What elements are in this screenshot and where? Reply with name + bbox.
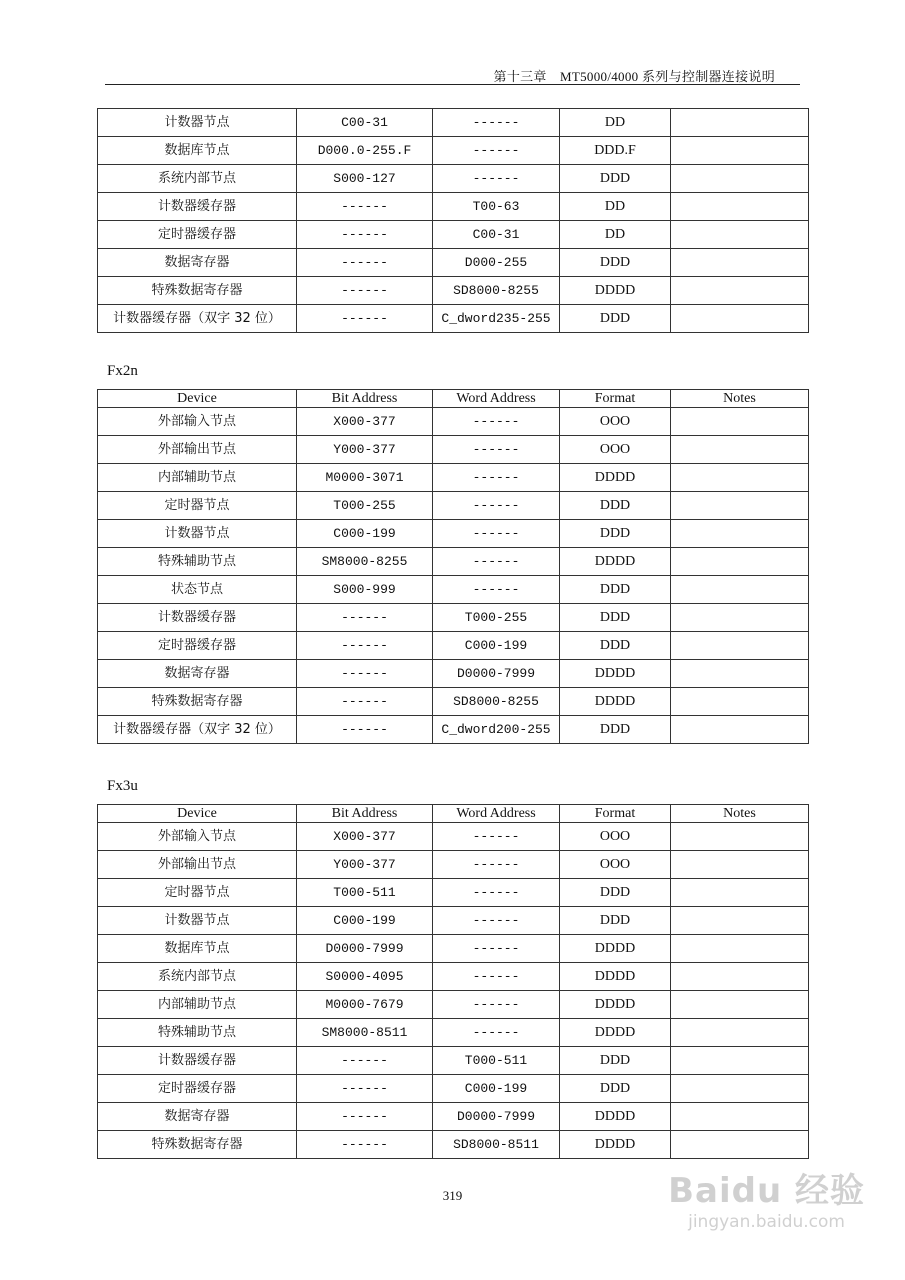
page-header-title: 第十三章 MT5000/4000 系列与控制器连接说明 (493, 69, 775, 84)
cell-bit-address: C000-199 (297, 520, 433, 548)
cell-bit-address: M0000-3071 (297, 464, 433, 492)
cell-format: OOO (560, 436, 671, 464)
cell-notes (671, 632, 809, 660)
cell-notes (671, 548, 809, 576)
cell-device: 数据库节点 (98, 137, 297, 165)
cell-format: DD (560, 109, 671, 137)
cell-bit-address: C00-31 (297, 109, 433, 137)
table-row (98, 137, 809, 165)
cell-bit-address: M0000-7679 (297, 991, 433, 1019)
cell-word-address: ------ (433, 1019, 560, 1047)
cell-bit-address: X000-377 (297, 408, 433, 436)
table-row (98, 305, 809, 333)
cell-word-address: T000-511 (433, 1047, 560, 1075)
cell-bit-address: T000-255 (297, 492, 433, 520)
cell-device: 计数器节点 (98, 907, 297, 935)
cell-format: DD (560, 221, 671, 249)
cell-bit-address: D0000-7999 (297, 935, 433, 963)
table-row (98, 408, 809, 436)
table-row (98, 492, 809, 520)
cell-device: 外部输出节点 (98, 436, 297, 464)
cell-word-address: ------ (433, 520, 560, 548)
cell-format: DDDD (560, 991, 671, 1019)
cell-notes (671, 193, 809, 221)
cell-format: DDD.F (560, 137, 671, 165)
table-row (98, 193, 809, 221)
header-device: Device (98, 805, 297, 823)
table-row (98, 548, 809, 576)
cell-bit-address: ------ (297, 632, 433, 660)
cell-bit-address: C000-199 (297, 907, 433, 935)
cell-notes (671, 935, 809, 963)
cell-bit-address: ------ (297, 193, 433, 221)
cell-device: 计数器缓存器 (98, 1047, 297, 1075)
cell-device: 定时器节点 (98, 879, 297, 907)
cell-device: 特殊数据寄存器 (98, 277, 297, 305)
cell-bit-address: S000-127 (297, 165, 433, 193)
cell-notes (671, 520, 809, 548)
cell-bit-address: ------ (297, 1103, 433, 1131)
cell-word-address: D0000-7999 (433, 1103, 560, 1131)
cell-word-address: T00-63 (433, 193, 560, 221)
device-table-fx2n (97, 389, 809, 744)
cell-device: 状态节点 (98, 576, 297, 604)
cell-word-address: SD8000-8255 (433, 277, 560, 305)
cell-notes (671, 688, 809, 716)
cell-format: DDD (560, 249, 671, 277)
cell-bit-address: S0000-4095 (297, 963, 433, 991)
cell-notes (671, 991, 809, 1019)
cell-device: 特殊数据寄存器 (98, 688, 297, 716)
header-notes: Notes (671, 390, 809, 408)
cell-notes (671, 137, 809, 165)
table-row (98, 165, 809, 193)
cell-device: 定时器缓存器 (98, 1075, 297, 1103)
cell-format: DDDD (560, 464, 671, 492)
cell-format: DDD (560, 907, 671, 935)
cell-word-address: SD8000-8511 (433, 1131, 560, 1159)
cell-notes (671, 1075, 809, 1103)
baidu-watermark (668, 1163, 865, 1232)
cell-bit-address: X000-377 (297, 823, 433, 851)
cell-device: 外部输入节点 (98, 823, 297, 851)
cell-bit-address: ------ (297, 716, 433, 744)
cell-device: 计数器缓存器（双字 32 位） (98, 716, 297, 744)
cell-format: DDD (560, 604, 671, 632)
cell-bit-address: Y000-377 (297, 436, 433, 464)
watermark-url: jingyan.baidu.com (688, 1212, 845, 1232)
table-row (98, 660, 809, 688)
cell-device: 外部输出节点 (98, 851, 297, 879)
cell-word-address: C_dword235-255 (433, 305, 560, 333)
cell-bit-address: ------ (297, 1047, 433, 1075)
cell-word-address: ------ (433, 991, 560, 1019)
table-row (98, 249, 809, 277)
cell-notes (671, 221, 809, 249)
cell-notes (671, 165, 809, 193)
table-row (98, 1103, 809, 1131)
table-row (98, 109, 809, 137)
cell-format: DDDD (560, 1019, 671, 1047)
table-row (98, 907, 809, 935)
section-label-fx2n: Fx2n (107, 363, 138, 379)
cell-word-address: ------ (433, 963, 560, 991)
cell-word-address: ------ (433, 408, 560, 436)
header-rule (105, 84, 800, 85)
table-row (98, 1047, 809, 1075)
cell-word-address: ------ (433, 548, 560, 576)
cell-word-address: ------ (433, 879, 560, 907)
table-row (98, 576, 809, 604)
cell-device: 外部输入节点 (98, 408, 297, 436)
cell-word-address: ------ (433, 464, 560, 492)
cell-device: 计数器缓存器（双字 32 位） (98, 305, 297, 333)
device-table-fx3u (97, 804, 809, 1159)
cell-notes (671, 823, 809, 851)
section-label-fx3u: Fx3u (107, 778, 138, 794)
cell-bit-address: ------ (297, 1075, 433, 1103)
cell-word-address: C_dword200-255 (433, 716, 560, 744)
table-row (98, 277, 809, 305)
table-row (98, 221, 809, 249)
table-row (98, 1019, 809, 1047)
cell-word-address: ------ (433, 576, 560, 604)
cell-device: 内部辅助节点 (98, 991, 297, 1019)
table-row (98, 823, 809, 851)
cell-bit-address: T000-511 (297, 879, 433, 907)
cell-device: 系统内部节点 (98, 963, 297, 991)
header-word-address: Word Address (433, 390, 560, 408)
cell-format: DDDD (560, 1131, 671, 1159)
cell-word-address: ------ (433, 851, 560, 879)
cell-bit-address: ------ (297, 604, 433, 632)
cell-notes (671, 604, 809, 632)
cell-bit-address: SM8000-8255 (297, 548, 433, 576)
header-device: Device (98, 390, 297, 408)
header-format: Format (560, 390, 671, 408)
cell-word-address: D000-255 (433, 249, 560, 277)
cell-device: 系统内部节点 (98, 165, 297, 193)
cell-format: DD (560, 193, 671, 221)
table-row (98, 1131, 809, 1159)
cell-format: OOO (560, 851, 671, 879)
cell-notes (671, 851, 809, 879)
table-row (98, 688, 809, 716)
cell-notes (671, 660, 809, 688)
cell-device: 计数器节点 (98, 520, 297, 548)
header-bit-address: Bit Address (297, 390, 433, 408)
cell-format: DDD (560, 576, 671, 604)
cell-notes (671, 1131, 809, 1159)
table-row (98, 851, 809, 879)
cell-word-address: ------ (433, 935, 560, 963)
cell-notes (671, 1019, 809, 1047)
cell-device: 特殊数据寄存器 (98, 1131, 297, 1159)
cell-word-address: ------ (433, 109, 560, 137)
cell-word-address: ------ (433, 165, 560, 193)
cell-notes (671, 879, 809, 907)
cell-notes (671, 305, 809, 333)
cell-word-address: C000-199 (433, 1075, 560, 1103)
cell-device: 内部辅助节点 (98, 464, 297, 492)
cell-word-address: C000-199 (433, 632, 560, 660)
watermark-brand: Baidu 经验 (668, 1171, 865, 1211)
cell-bit-address: ------ (297, 660, 433, 688)
cell-format: DDDD (560, 1103, 671, 1131)
cell-word-address: ------ (433, 492, 560, 520)
table-row (98, 879, 809, 907)
cell-device: 数据寄存器 (98, 660, 297, 688)
cell-format: DDD (560, 879, 671, 907)
header-notes: Notes (671, 805, 809, 823)
cell-word-address: ------ (433, 436, 560, 464)
cell-device: 计数器节点 (98, 109, 297, 137)
cell-format: DDD (560, 1075, 671, 1103)
cell-device: 定时器缓存器 (98, 221, 297, 249)
cell-notes (671, 907, 809, 935)
table-row (98, 963, 809, 991)
cell-notes (671, 408, 809, 436)
cell-notes (671, 492, 809, 520)
cell-format: DDD (560, 716, 671, 744)
cell-notes (671, 436, 809, 464)
table-row (98, 716, 809, 744)
cell-bit-address: S000-999 (297, 576, 433, 604)
cell-format: DDD (560, 520, 671, 548)
cell-format: DDDD (560, 548, 671, 576)
cell-device: 计数器缓存器 (98, 193, 297, 221)
cell-format: DDD (560, 1047, 671, 1075)
cell-word-address: D0000-7999 (433, 660, 560, 688)
cell-bit-address: ------ (297, 688, 433, 716)
cell-notes (671, 109, 809, 137)
cell-bit-address: ------ (297, 1131, 433, 1159)
cell-word-address: T000-255 (433, 604, 560, 632)
cell-format: DDD (560, 305, 671, 333)
cell-word-address: C00-31 (433, 221, 560, 249)
cell-format: OOO (560, 408, 671, 436)
cell-device: 特殊辅助节点 (98, 548, 297, 576)
cell-bit-address: Y000-377 (297, 851, 433, 879)
header-bit-address: Bit Address (297, 805, 433, 823)
table-row (98, 632, 809, 660)
cell-notes (671, 464, 809, 492)
table-row (98, 991, 809, 1019)
cell-format: DDDD (560, 277, 671, 305)
cell-device: 定时器节点 (98, 492, 297, 520)
cell-bit-address: ------ (297, 249, 433, 277)
cell-format: DDD (560, 632, 671, 660)
cell-bit-address: ------ (297, 305, 433, 333)
table-row (98, 1075, 809, 1103)
header-format: Format (560, 805, 671, 823)
page-number: 319 (442, 1188, 463, 1203)
cell-device: 数据寄存器 (98, 249, 297, 277)
device-table-continued (97, 108, 809, 333)
table-header-row (98, 390, 809, 408)
cell-notes (671, 576, 809, 604)
cell-format: DDDD (560, 660, 671, 688)
cell-format: DDD (560, 165, 671, 193)
cell-notes (671, 963, 809, 991)
cell-device: 特殊辅助节点 (98, 1019, 297, 1047)
cell-notes (671, 716, 809, 744)
cell-bit-address: SM8000-8511 (297, 1019, 433, 1047)
table-header-row (98, 805, 809, 823)
cell-bit-address: ------ (297, 277, 433, 305)
cell-device: 定时器缓存器 (98, 632, 297, 660)
cell-notes (671, 277, 809, 305)
cell-format: OOO (560, 823, 671, 851)
cell-device: 数据寄存器 (98, 1103, 297, 1131)
table-row (98, 436, 809, 464)
header-word-address: Word Address (433, 805, 560, 823)
cell-word-address: ------ (433, 907, 560, 935)
cell-format: DDDD (560, 935, 671, 963)
cell-format: DDDD (560, 963, 671, 991)
cell-format: DDD (560, 492, 671, 520)
cell-word-address: SD8000-8255 (433, 688, 560, 716)
cell-bit-address: ------ (297, 221, 433, 249)
cell-device: 数据库节点 (98, 935, 297, 963)
cell-format: DDDD (560, 688, 671, 716)
cell-notes (671, 1103, 809, 1131)
cell-bit-address: D000.0-255.F (297, 137, 433, 165)
cell-notes (671, 249, 809, 277)
cell-notes (671, 1047, 809, 1075)
cell-word-address: ------ (433, 823, 560, 851)
table-row (98, 464, 809, 492)
table-row (98, 935, 809, 963)
table-row (98, 520, 809, 548)
cell-word-address: ------ (433, 137, 560, 165)
cell-device: 计数器缓存器 (98, 604, 297, 632)
table-row (98, 604, 809, 632)
